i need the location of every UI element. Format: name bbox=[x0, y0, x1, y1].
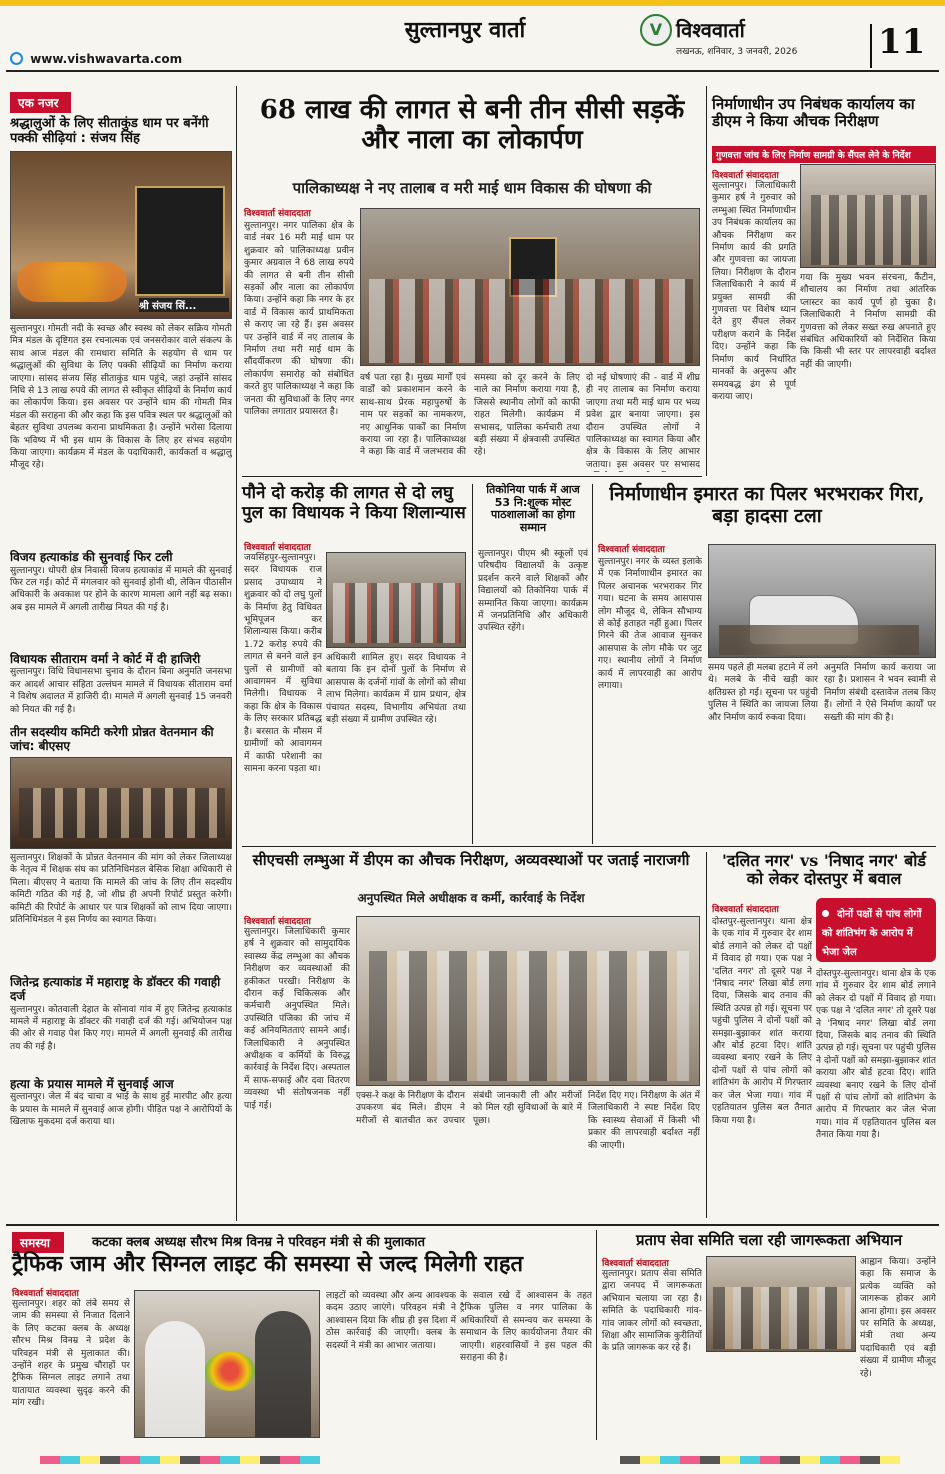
traffic-headline: ट्रैफिक जाम और सिग्नल लाइट की समस्या से जल्द मिलेगी राहत bbox=[12, 1251, 524, 1277]
pillar-body-3: अनुमति निर्माण कार्य कराया जा रहा है। प्रशासन ने भवन स्वामी से निर्माण संबंधी दस्तावेज तलब किए हैं। लोगों ने ऐसे निर्माण कार्यों पर सख्ती की मांग की है। bbox=[824, 663, 936, 723]
sidebar bbox=[10, 92, 232, 1222]
lead-body-3: दो नई घोषणाएं की - वार्ड में शीघ्र ही नए तालाब का निर्माण कराया जाएगा तथा मरी माई धाम पर भव्य प्रवेश द्वार बनाया जाएगा। इस दौरान उपस्थित लोगों ने पालिकाध्यक्ष का स्वागत किया और क्षेत्र के विकास के लिए आभार जताया। इस अवसर पर सभासद bbox=[586, 373, 700, 470]
center-right-divider bbox=[706, 86, 707, 476]
website-line[interactable] bbox=[10, 52, 182, 66]
dalit-body-continued: दोस्तपुर-सुल्तानपुर। थाना क्षेत्र के एक गांव में गुरुवार देर शाम बोर्ड लगाने को लेकर दो पक्षों में विवाद हो गया। एक पक्ष ने 'दलित नगर' तो दूसरे पक्ष ने 'निषाद नगर' लिखा बोर्ड लगा दिया, जिसके बाद तनाव की स्थिति उत्पन्न हो गई। सूचना पर पहुंची पुलिस ने दोनों पक्षों को समझा-बुझाकर शांत कराया और बोर्ड हटवा दिए। शांति व्यवस्था बनाए रखने के लिए दोनों पक्षों से पांच लोगों को शांतिभंग के आरोप में गिरफ्तार कर जेल भेजा गया। गांव में एहतियातन पुलिस बल तैनात किया गया है। bbox=[816, 969, 936, 1141]
colorbar-left bbox=[40, 1456, 320, 1464]
bridge-photo bbox=[326, 552, 466, 648]
sidebar-story4-photo bbox=[10, 757, 232, 849]
awareness-byline: विश्ववार्ता संवाददाता bbox=[602, 1259, 669, 1269]
sidebar-tag: एक नजर bbox=[10, 92, 71, 113]
dateline: लखनऊ, शनिवार, 3 जनवरी, 2026 bbox=[676, 47, 798, 57]
sidebar-story4-body: सुल्तानपुर। शिक्षकों के प्रोन्नत वेतनमान की मांग को लेकर जिलाध्यक्ष के नेतृत्व में शिक्षक संघ का प्रतिनिधिमंडल बेसिक शिक्षा अधिकारी से मिला। बीएसए ने बताया कि मामले की जांच के लिए तीन सदस्यीय कमिटी गठित की गई है, जो शीघ्र ही अपनी रिपोर्ट प्रस्तुत करेगी। कमिटी की रिपोर्ट के आधार पर पात्र शिक्षकों को लाभ दिया जाएगा। प्रतिनिधिमंडल ने इस निर्णय का स्वागत किया। bbox=[10, 853, 232, 926]
committee-group bbox=[713, 1287, 851, 1349]
pillar-headline: निर्माणाधीन इमारत का पिलर भरभराकर गिरा, बड़ा हादसा टला bbox=[609, 483, 925, 527]
sidebar-story1-photo bbox=[10, 151, 232, 319]
awareness-body-2: आह्वान किया। उन्होंने कहा कि समाज के प्रत्येक व्यक्ति को जागरूक होकर आगे आना होगा। इस अवसर पर समिति के अध्यक्ष, मंत्री तथा अन्य पदाधिकारी एवं बड़ी संख्या में ग्रामीण मौजूद रहे। bbox=[860, 1257, 936, 1379]
traffic-tag: समस्या bbox=[12, 1232, 64, 1253]
dalit-callout bbox=[816, 898, 936, 962]
bridge-body-2: अधिकारी शामिल हुए। सदर विधायक ने बताया कि इन दोनों पुलों के निर्माण से आसपास के दर्जनों गांवों के लोगों को सीधा लाभ मिलेगा। कार्यक्रम में ग्राम प्रधान, क्षेत्र पंचायत सदस्य, विभागीय अभियंता तथा बड़ी संख्या में ग्रामीण उपस्थित रहे। bbox=[326, 653, 466, 726]
masthead-rule bbox=[6, 70, 939, 72]
lead-body-1: सुल्तानपुर। नगर पालिका क्षेत्र के वार्ड नंबर 16 मरी माई धाम पर शुक्रवार को पालिकाध्यक्ष प्रवीन कुमार अग्रवाल ने 68 लाख रुपये की लागत से बनी तीन सीसी सड़कों और नाला का लोकार्पण किया। उन्होंने कहा कि नगर के हर वार्ड में विकास कार्य प्राथमिकता से कराए जा रहे हैं। इस अवसर पर उन्होंने वार्ड में नए तालाब के निर्माण तथा मरी माई धाम के सौंदर्यीकरण की घोषणा की। लोकार्पण समारोह को संबोधित करते हुए पालिकाध्यक्ष ने कहा कि जनता की सुविधाओं के लिए नगर पालिका लगातार प्रयासरत है। bbox=[244, 221, 354, 418]
bouquet bbox=[205, 1351, 255, 1391]
bottom-divider bbox=[596, 1230, 597, 1440]
sidebar-story2-body: सुल्तानपुर। धोपरी क्षेत्र निवासी विजय हत्याकांड में मामले की सुनवाई फिर टल गई। कोर्ट में मंगलवार को सुनवाई होनी थी, लेकिन पीठासीन अधिकारी के अवकाश पर होने के कारण मामला आगे नहीं बढ़ सका। अब इस मामले में अगली तारीख नियत की गई है। bbox=[10, 565, 232, 613]
lead-body-2: वर्ष पता रहा है। मुख्य मार्गों एवं वार्डों को प्रकाशमान करने के साथ-साथ प्रेरक महापुरुषों के नाम पर सड़कों का नामकरण, नए आधुनिक पार्कों का निर्माण कराया जा रहा है। पालिकाध्यक्ष ने कहा कि वार्ड में जलभराव की समस्या को दूर करने के लिए नाले का निर्माण कराया गया है, जिससे स्थानीय लोगों को काफी राहत मिलेगी। कार्यक्रम में सभासद, पालिका कर्मचारी तथा बड़ी संख्या में क्षेत्रवासी उपस्थित रहे। bbox=[360, 373, 580, 458]
traffic-kicker: कटका क्लब अध्यक्ष सौरभ मिश्र विनम्र ने परिवहन मंत्री से की मुलाकात bbox=[92, 1235, 426, 1250]
colorbar-right bbox=[620, 1456, 900, 1464]
website-url[interactable]: www.vishwavarta.com bbox=[30, 52, 183, 66]
masthead-top-band bbox=[0, 0, 945, 6]
inspection-body-1: सुल्तानपुर। जिलाधिकारी कुमार हर्ष ने गुरुवार को लम्भुआ स्थित निर्माणाधीन उप निबंधक कार्यालय का औचक निरीक्षण कर निर्माण कार्य की प्रगति और गुणवत्ता का जायजा लिया। निरीक्षण के दौरान जिलाधिकारी ने कार्य में प्रयुक्त सामग्री की गुणवत्ता पर विशेष ध्यान देते हुए सैंपल लेकर परीक्षण कराने के निर्देश दिए। उन्होंने कहा कि निर्माण कार्य निर्धारित मानकों के अनुरूप और समयबद्ध ढंग से पूर्ण कराया जाए। bbox=[712, 181, 796, 402]
lead-bottom-rule bbox=[242, 476, 702, 477]
page-number: 11 bbox=[878, 22, 926, 62]
inspection-body-2: गया कि मुख्य भवन संरचना, कैंटीन, शौचालय का निर्माण तथा आंतरिक प्लास्टर का कार्य पूर्ण हो चुका है। जिलाधिकारी ने निर्माण सामग्री की गुणवत्ता को लेकर सख्त रुख अपनाते हुए संबंधित अधिकारियों को निर्देशित किया कि किसी भी स्तर पर लापरवाही बर्दाश्त नहीं की जाएगी। bbox=[800, 273, 936, 370]
dalit-callout-text: दोनों पक्षों से पांच लोगों को शांतिभंग के आरोप में भेजा जेल bbox=[822, 909, 922, 958]
chc-body-1: सुल्तानपुर। जिलाधिकारी कुमार हर्ष ने शुक्रवार को सामुदायिक स्वास्थ्य केंद्र लम्भुआ का औचक निरीक्षण कर व्यवस्थाओं की हकीकत परखी। निरीक्षण के दौरान कई चिकित्सक और कर्मचारी अनुपस्थित मिले। उपस्थिति पंजिका की जांच में कई अनियमितताएं सामने आईं। जिलाधिकारी ने अनुपस्थित अधीक्षक व कर्मियों के विरुद्ध कार्रवाई के निर्देश दिए। अस्पताल में साफ-सफाई और दवा वितरण व्यवस्था भी संतोषजनक नहीं पाई गई। bbox=[244, 927, 350, 1111]
inspection-headline: निर्माणाधीन उप निबंधक कार्यालय का डीएम ने किया औचक निरीक्षण bbox=[712, 95, 915, 131]
pillar-body-2: समय पहले ही मलबा हटाने में लगे थे। मलबे के नीचे खड़ी कार क्षतिग्रस्त हो गई। सूचना पर पहुंची पुलिस ने स्थिति का जायजा लिया और निर्माण कार्य रुकवा दिया। bbox=[708, 663, 818, 723]
brand-logo: V bbox=[640, 14, 672, 46]
dm-with-staff bbox=[369, 951, 689, 1081]
brand-name: विश्ववार्ता bbox=[676, 18, 745, 42]
chc-photo bbox=[356, 916, 700, 1086]
pillar-byline: विश्ववार्ता संवाददाता bbox=[598, 545, 665, 555]
sidebar-story6-headline: हत्या के प्रयास मामले में सुनवाई आज bbox=[10, 1076, 174, 1091]
sidebar-story5-body: सुल्तानपुर। कोतवाली देहात के सोनावां गांव में हुए जितेन्द्र हत्याकांड मामले में महाराष्ट्र के डॉक्टर की गवाही दर्ज की गई। अभियोजन पक्ष की ओर से गवाह पेश किए गए। मामले में अगली सुनवाई की तारीख तय की गई है। bbox=[10, 1004, 232, 1052]
sidebar-story5-headline: जितेन्द्र हत्याकांड में महाराष्ट्र के डॉक्टर की गवाही दर्ज bbox=[10, 975, 221, 1003]
dalit-body: दोस्तपुर-सुल्तानपुर। थाना क्षेत्र के एक गांव में गुरुवार देर शाम बोर्ड लगाने को लेकर दो पक्षों में विवाद हो गया। एक पक्ष ने 'दलित नगर' तो दूसरे पक्ष ने 'निषाद नगर' लिखा बोर्ड लगा दिया, जिसके बाद तनाव की स्थिति उत्पन्न हो गई। सूचना पर पहुंची पुलिस ने दोनों पक्षों को समझा-बुझाकर शांत कराया और बोर्ड हटवा दिए। शांति व्यवस्था बनाए रखने के लिए दोनों पक्षों से पांच लोगों को शांतिभंग के आरोप में गिरफ्तार कर जेल भेजा गया। गांव में एहतियातन पुलिस बल तैनात किया गया है। bbox=[712, 917, 812, 1126]
traffic-body-2: लाइटों को व्यवस्था और अन्य आवश्यक कदम उठाए जाएंगे। परिवहन मंत्री ने आश्वासन दिया कि शीघ्र ही इस दिशा में ठोस कार्रवाई की जाएगी। क्लब के सदस्यों ने मंत्री का आभार जताया। bbox=[326, 1291, 456, 1351]
chc-subhead: अनुपस्थित मिले अधीक्षक व कर्मी, कार्रवाई के निर्देश bbox=[357, 891, 585, 905]
inspection-photo bbox=[800, 164, 936, 268]
dalit-body-cont bbox=[816, 968, 936, 1216]
page-number-box bbox=[870, 24, 872, 68]
inspection-strap: गुणवत्ता जांच के लिए निर्माण सामग्री के सैंपल लेने के निर्देश bbox=[712, 146, 936, 163]
chc-body-2: एक्स-रे कक्ष के निरीक्षण के दौरान उपकरण बंद मिले। डीएम ने मरीजों से बातचीत कर उपचार संबंधी जानकारी ली और मरीजों को मिल रही सुविधाओं के बारे में पूछा। bbox=[356, 1091, 582, 1126]
dalit-headline: 'दलित नगर' vs 'निषाद नगर' बोर्ड को लेकर दोस्तपुर में बवाल bbox=[722, 851, 926, 889]
awareness-headline: प्रताप सेवा समिति चला रही जागरूकता अभियान bbox=[635, 1231, 903, 1249]
brief-headline: तिकोनिया पार्क में आज 53 नि:शुल्क मोस्ट पाठशालाओं का होगा सम्मान bbox=[486, 483, 580, 534]
traffic-body-3: के सवाल रखे दें आश्वासन के तहत ट्रैफिक पुलिस व नगर पालिका के अधिकारियों से समन्वय कर समस्या के समाधान के लिए कार्ययोजना तैयार की जाएगी। शहरवासियों ने इस पहल की सराहना की है। bbox=[460, 1291, 592, 1364]
lead-headline: 68 लाख की लागत से बनी तीन सीसी सड़कें और नाला का लोकार्पण bbox=[259, 95, 685, 155]
lead-subhead: पालिकाध्यक्ष ने नए तालाब व मरी माई धाम विकास की घोषणा की bbox=[292, 179, 652, 197]
sidebar-story2-headline: विजय हत्याकांड की सुनवाई फिर टली bbox=[10, 549, 173, 564]
sidebar-story3-headline: विधायक सीताराम वर्मा ने कोर्ट में दी हाजिरी bbox=[10, 651, 201, 666]
bridge-headline: पौने दो करोड़ की लागत से दो लघु पुल का विधायक ने किया शिलान्यास bbox=[242, 483, 466, 523]
crowd bbox=[369, 279, 693, 363]
awareness-photo bbox=[706, 1256, 856, 1352]
sidebar-story3-body: सुल्तानपुर। विधि विधानसभा चुनाव के दौरान बिना अनुमति जनसभा कर आदर्श आचार संहिता उल्लंघन मामले में विधायक सीताराम वर्मा ने विशेष अदालत में हाजिरी दी। मामले में अगली सुनवाई 15 जनवरी को नियत की गई है। bbox=[10, 667, 232, 715]
brief-body: सुल्तानपुर। पीएम श्री स्कूलों एवं परिषदीय विद्यालयों के उत्कृष्ट प्रदर्शन करने वाले शिक्षकों और विद्यालयों को तिकोनिया पार्क में सम्मानित किया जाएगा। कार्यक्रम में जनप्रतिनिधि और अधिकारी उपस्थित रहेंगे। bbox=[478, 549, 588, 634]
sidebar-story6-body: सुल्तानपुर। जेल में बंद चाचा व भाई के साथ हुई मारपीट और हत्या के प्रयास के मामले में सुनवाई आज होगी। पीड़ित पक्ष ने आरोपियों के खिलाफ मुकदमा दर्ज कराया था। bbox=[10, 1092, 232, 1128]
group-people bbox=[19, 788, 225, 838]
sidebar-story4-headline: तीन सदस्यीय कमिटी करेगी प्रोन्नत वेतनमान की जांच: बीएसए bbox=[10, 725, 214, 754]
mid-rule bbox=[242, 846, 936, 847]
web-icon bbox=[10, 52, 23, 65]
dalit-byline: विश्ववार्ता संवाददाता bbox=[712, 905, 779, 915]
chc-byline: विश्ववार्ता संवाददाता bbox=[244, 917, 311, 927]
plaque bbox=[135, 186, 225, 296]
masthead bbox=[0, 0, 945, 72]
pillar-photo bbox=[708, 544, 936, 658]
section-title: सुल्तानपुर वार्ता bbox=[404, 17, 526, 43]
lead-byline: विश्ववार्ता संवाददाता bbox=[244, 209, 311, 219]
pillar-body-1: सुल्तानपुर। नगर के व्यस्त इलाके में एक निर्माणाधीन इमारत का पिलर अचानक भरभराकर गिर गया। घटना के समय आसपास लोग मौजूद थे, लेकिन सौभाग्य से कोई हताहत नहीं हुआ। पिलर गिरने की तेज आवाज सुनकर आसपास के लोग मौके पर जुट गए। स्थानीय लोगों ने निर्माण कार्य में लापरवाही का आरोप लगाया। bbox=[598, 557, 702, 692]
visitor-figure bbox=[255, 1311, 311, 1438]
traffic-photo bbox=[134, 1290, 320, 1438]
awareness-body-1: सुल्तानपुर। प्रताप सेवा समिति द्वारा जनपद में जागरूकता अभियान चलाया जा रहा है। समिति के पदाधिकारी गांव-गांव जाकर लोगों को स्वच्छता, शिक्षा और सामाजिक कुरीतियों के प्रति जागरूक कर रहे हैं। bbox=[602, 1269, 702, 1354]
bullet-icon bbox=[822, 910, 829, 917]
traffic-byline: विश्ववार्ता संवाददाता bbox=[12, 1289, 79, 1299]
sidebar-divider bbox=[236, 86, 237, 1221]
sidebar-story1-headline: श्रद्धालुओं के लिए सीताकुंड धाम पर बनेंगी पक्की सीढ़ियां : संजय सिंह bbox=[10, 116, 209, 146]
print-color-bars bbox=[0, 1446, 945, 1474]
chc-divider bbox=[706, 852, 707, 1218]
lead-photo bbox=[360, 208, 700, 366]
minister-figure bbox=[145, 1321, 205, 1438]
chc-body-3: निर्देश दिए गए। निरीक्षण के अंत में जिलाधिकारी ने स्पष्ट निर्देश दिए कि स्वास्थ्य सेवाओं में किसी भी प्रकार की लापरवाही बर्दाश्त नहीं की जाएगी। bbox=[588, 1091, 700, 1151]
plaque-name: श्री संजय सिं... bbox=[139, 298, 229, 312]
brief-divider bbox=[592, 484, 593, 844]
marigold-garland bbox=[17, 262, 127, 302]
officials bbox=[811, 195, 927, 265]
inspection-byline: विश्ववार्ता संवाददाता bbox=[712, 171, 779, 181]
sidebar-story1-body: सुल्तानपुर। गोमती नदी के स्वच्छ और स्वस्थ को लेकर सक्रिय गोमती मित्र मंडल के दृष्टिगत इस रचनात्मक एवं जनसरोकार वाले संकल्प के साथ आज मंडल की रामधारा समिति के सहयोग से धाम पर श्रद्धालुओं की सुविधा के लिए पक्की सीढ़ियों का निर्माण कराया जाएगा। सांसद संजय सिंह सीताकुंड धाम पहुंचे, जहां उन्होंने सांसद निधि से 13 लाख रुपये की लागत से स्वीकृत सीढ़ियों के निर्माण कार्य का लोकार्पण किया। इस अवसर पर उन्होंने धाम की गोमती मित्र मंडल की सराहना की और कहा कि इस पवित्र स्थल पर श्रद्धालुओं को बेहतर सुविधा उपलब्ध कराना प्राथमिकता है। उन्होंने भरोसा दिलाया कि भविष्य में भी इस धाम के विकास के लिए हर संभव सहयोग किया जाएगा। कार्यक्रम में मंडल के पदाधिकारी, कार्यकर्ता व श्रद्धालु मौजूद रहे। bbox=[10, 323, 232, 471]
bridge-divider bbox=[472, 484, 473, 844]
bridge-byline: विश्ववार्ता संवाददाता bbox=[244, 543, 311, 553]
bridge-body-1: जयसिंहपुर-सुल्तानपुर। सदर विधायक राज प्रसाद उपाध्याय ने शुक्रवार को दो लघु पुलों के निर्माण हेतु विधिवत भूमिपूजन कर शिलान्यास किया। करीब 1.72 करोड़ रुपये की लागत से बनने वाले इन पुलों से ग्रामीणों को आवागमन में सुविधा मिलेगी। विधायक ने कहा कि क्षेत्र के विकास के लिए सरकार प्रतिबद्ध है। बरसात के मौसम में ग्रामीणों को आवागमन में काफी परेशानी का सामना करना पड़ता था। bbox=[244, 553, 322, 774]
ceremony-group bbox=[333, 583, 461, 643]
rubble bbox=[719, 625, 919, 655]
bottom-top-rule bbox=[6, 1224, 939, 1226]
traffic-body-1: सुल्तानपुर। शहर को लंबे समय से जाम की समस्या से निजात दिलाने के लिए कटका क्लब के अध्यक्ष सौरभ मिश्र विनम्र ने प्रदेश के परिवहन मंत्री से मुलाकात की। उन्होंने शहर के प्रमुख चौराहों पर ट्रैफिक सिग्नल लाइट लगाने तथा यातायात व्यवस्था सुदृढ़ करने की मांग रखी। bbox=[12, 1299, 130, 1409]
chc-headline: सीएचसी लम्भुआ में डीएम का औचक निरीक्षण, अव्यवस्थाओं पर जताई नाराजगी bbox=[252, 851, 690, 869]
